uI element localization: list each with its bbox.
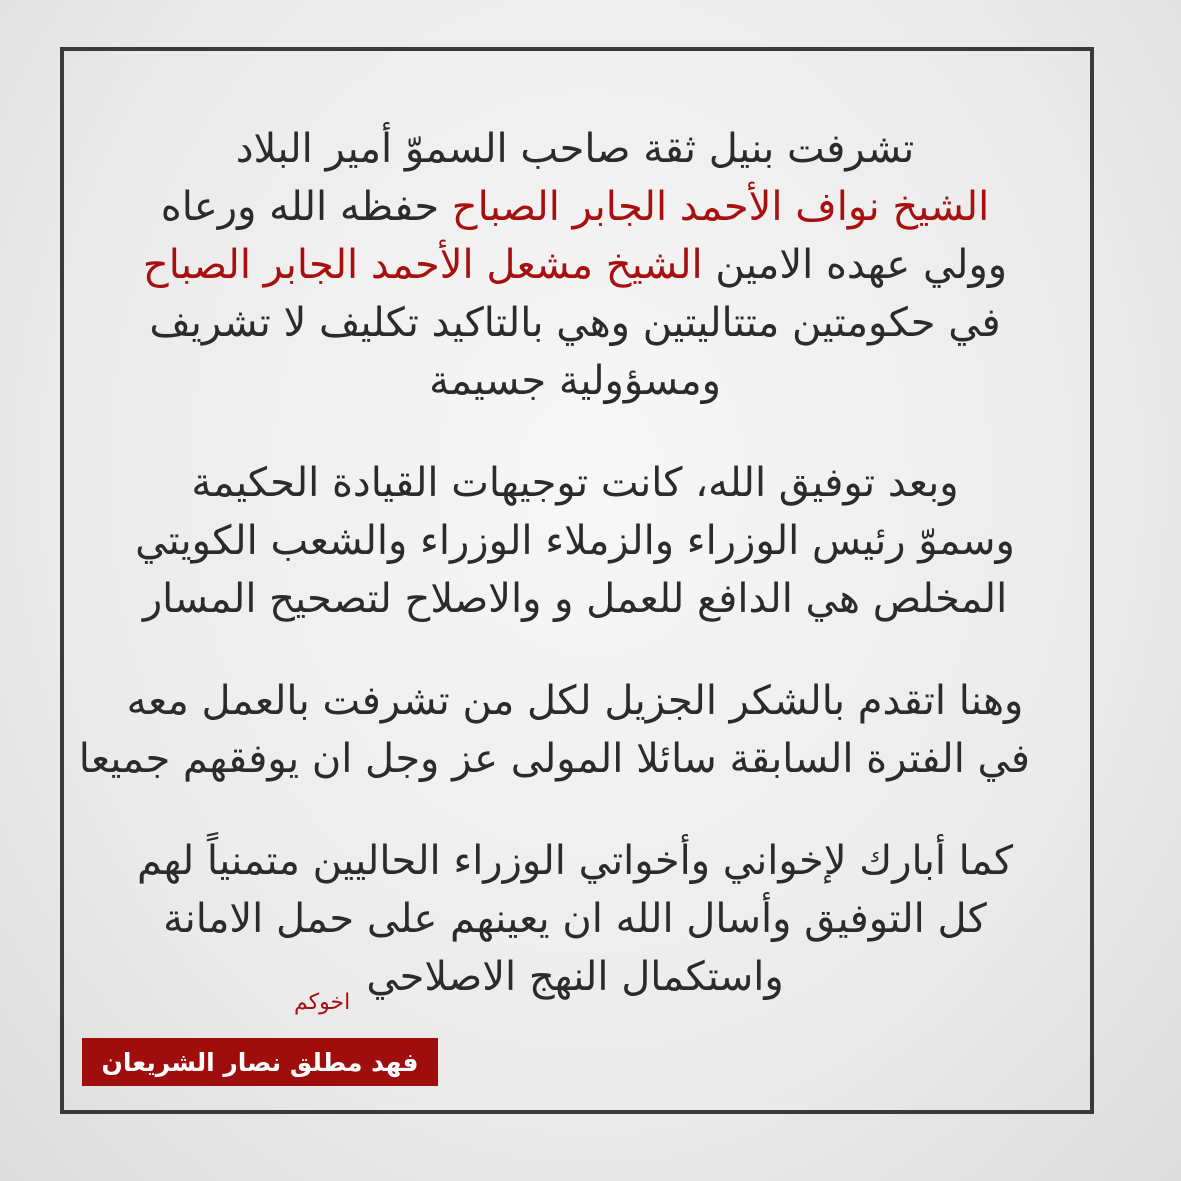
text-line: وهنا اتقدم بالشكر الجزيل لكل من تشرفت بالعمل معه xyxy=(126,678,1024,724)
text-fragment: وولي عهده الامين xyxy=(702,242,1008,288)
text-line: في الفترة السابقة سائلا المولى عز وجل ان يوفقهم جميعا xyxy=(78,736,1030,782)
text-line: كما أبارك لإخواني وأخواتي الوزراء الحاليين متمنياً لهم xyxy=(136,838,1014,884)
text-line: وبعد توفيق الله، كانت توجيهات القيادة الحكيمة xyxy=(191,460,959,506)
paragraph-4 xyxy=(120,832,1030,1006)
paragraph-3 xyxy=(78,672,1030,788)
highlighted-name-emir: الشيخ نواف الأحمد الجابر الصباح xyxy=(451,184,990,230)
paragraph-2 xyxy=(120,454,1030,628)
text-line: في حكومتين متتاليتين وهي بالتاكيد تكليف لا تشريف xyxy=(149,300,1001,346)
text-line: وسموّ رئيس الوزراء والزملاء الوزراء والشعب الكويتي xyxy=(135,518,1015,564)
paragraph-1 xyxy=(120,120,1030,410)
text-line xyxy=(120,236,1030,294)
text-fragment: حفظه الله ورعاه xyxy=(160,184,452,230)
signature-block xyxy=(82,990,438,1086)
signature-label: اخوكم xyxy=(294,990,351,1015)
text-line: واستكمال النهج الاصلاحي xyxy=(366,954,784,1000)
letter-body xyxy=(78,120,1030,1050)
signature-name: فهد مطلق نصار الشريعان xyxy=(101,1047,419,1077)
text-line xyxy=(120,178,1030,236)
text-line: ومسؤولية جسيمة xyxy=(429,358,721,404)
signature-name-box xyxy=(82,1038,438,1086)
text-line: المخلص هي الدافع للعمل و والاصلاح لتصحيح المسار xyxy=(142,576,1008,622)
text-line: تشرفت بنيل ثقة صاحب السموّ أمير البلاد xyxy=(235,126,915,172)
highlighted-name-crown-prince: الشيخ مشعل الأحمد الجابر الصباح xyxy=(142,242,703,288)
text-line: كل التوفيق وأسال الله ان يعينهم على حمل الامانة xyxy=(163,896,987,942)
